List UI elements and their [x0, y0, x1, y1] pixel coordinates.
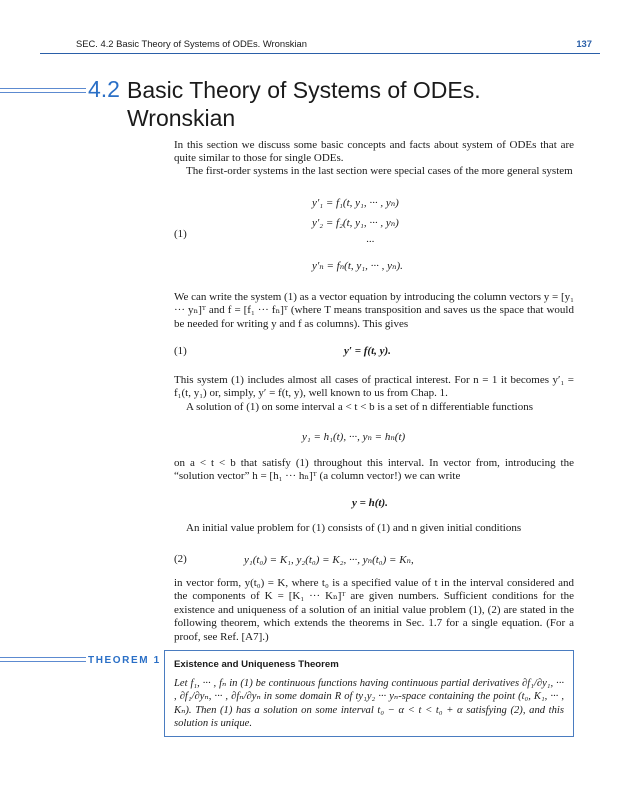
section-label: SEC. 4.2 Basic Theory of Systems of ODEs. Wronskian: [76, 38, 307, 49]
theorem-text: Let f₁, ··· , fₙ in (1) be continuous functions having continuous partial derivatives ∂f₁/∂y₁, ··· , ∂f₁/∂yₙ, ··· , ∂fₙ/∂yₙ in some domain R of ty₁y₂ ··· yₙ-space containing the point (t₀, K₁, ··· , Kₙ). Then (1) has a solution on some interval t₀ − α < t < t₀ + α satisfying (2), and this solution is unique.: [174, 678, 564, 730]
initial-conditions-equation: y₁(t₀) = K₁, y₂(t₀) = K₂, ···, yₙ(t₀) = Kₙ,: [244, 554, 414, 566]
equation-line: y′₂ = f₂(t, y₁, ··· , yₙ): [312, 217, 399, 229]
equation-label: (2): [174, 553, 187, 565]
paragraph-system: The first-order systems in the last section were special cases of the more general system: [186, 165, 573, 177]
equation-label: (1): [174, 345, 187, 357]
running-head: [40, 35, 600, 51]
theorem-rule: [0, 657, 86, 658]
vector-equation: y′ = f(t, y).: [344, 345, 391, 357]
equation-line: ···: [366, 236, 375, 248]
theorem-rule: [0, 661, 86, 662]
section-title: Basic Theory of Systems of ODEs. Wronskian: [127, 77, 481, 131]
equation-label: (1): [174, 228, 187, 240]
paragraph-solution: A solution of (1) on some interval a < t < b is a set of n differentiable functions: [186, 401, 534, 413]
paragraph-vector-form: in vector form, y(t₀) = K, where t₀ is a specified value of t in the interval considered and the components of K = [K₁ ··· Kₙ]ᵀ are given numbers. Sufficient conditions for the existence and uniqueness of a solution of an initial value problem (1), (2) are stated in the following theorem, which extends the theorems in Sec. 1.7 for a single equation. (For a proof, see Ref. [A7].): [174, 577, 574, 643]
paragraph-intro: In this section we discuss some basic concepts and facts about system of ODEs that are quite similar to those for single ODEs.: [174, 139, 574, 165]
equation-line: y′ₙ = fₙ(t, y₁, ··· , yₙ).: [312, 260, 403, 272]
paragraph-vector: We can write the system (1) as a vector equation by introducing the column vectors y = [y₁ ··· yₙ]ᵀ and f = [f₁ ··· fₙ]ᵀ (where T means transposition and saves us the space that would be needed for writing y and f as columns). This gives: [174, 291, 574, 330]
theorem-label: THEOREM 1: [88, 655, 161, 666]
header-rule: [40, 53, 600, 54]
vector-solution-equation: y = h(t).: [352, 497, 388, 509]
title-rule: [0, 88, 86, 89]
paragraph-cases: This system (1) includes almost all cases of practical interest. For n = 1 it becomes y′₁ = f₁(t, y₁) or, simply, y′ = f(t, y), well known to us from Chap. 1.: [174, 374, 574, 400]
page-number: 137: [576, 38, 592, 49]
paragraph-solution-vector: on a < t < b that satisfy (1) throughout this interval. In vector from, introducing the “solution vector” h = [h₁ ··· hₙ]ᵀ (a column vector!) we can write: [174, 457, 574, 483]
section-number: 4.2: [88, 76, 120, 102]
paragraph-ivp: An initial value problem for (1) consists of (1) and n given initial conditions: [186, 522, 522, 534]
title-rule: [0, 92, 86, 93]
equation-line: y′₁ = f₁(t, y₁, ··· , yₙ): [312, 197, 399, 209]
theorem-title: Existence and Uniqueness Theorem: [174, 659, 339, 670]
solution-equation: y₁ = h₁(t), ···, yₙ = hₙ(t): [302, 431, 406, 443]
